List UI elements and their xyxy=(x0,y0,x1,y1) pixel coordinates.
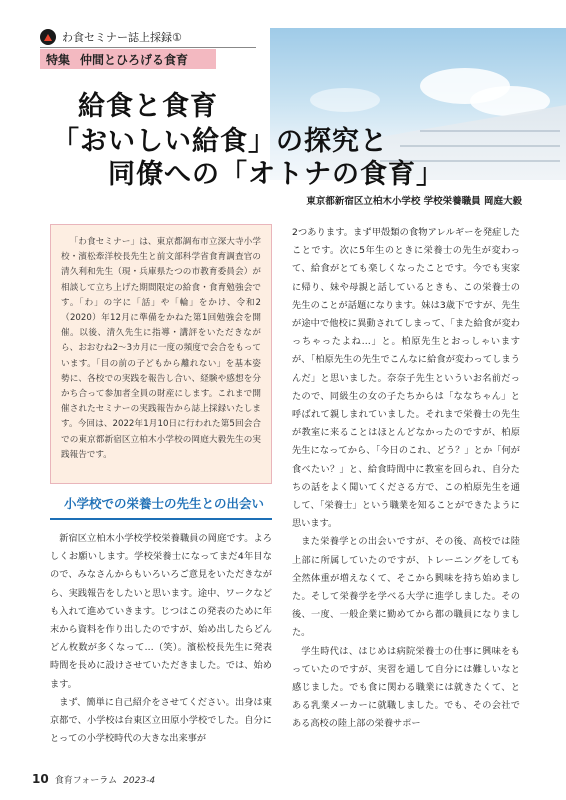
body-column-right xyxy=(292,224,520,734)
intro-text: 「わ食セミナー」は、東京都調布市立深大寺小学校・濱松牽洋校長先生と前文部科学省食育調査官の清久利和先生（現・兵庫県たつの市教育委員会）が相談して立ち上げた期間限定の給食・食育勉強会です。「わ」の字に「話」や「輪」をかけ、令和2（2020）年12月に準備をかねた第1回勉強会を開催。以後、清久先生に指導・講評をいただきながら、おおむね2〜3カ月に一度の頻度で会合をもっています。「目の前の子どもから離れない」を基本姿勢に、各校での実践を報告し合い、経験や感想を分かち合って参加者全員の財産にします。これまで開催されたセミナーの実践報告から誌上採録いたします。今回は、2022年1月10日に行われた第5回会合での東京都新宿区立柏木小学校の岡庭大毅先生の実践報告です。 xyxy=(61,237,261,460)
intro-box xyxy=(50,224,272,484)
author-byline: 東京都新宿区立柏木小学校 学校栄養職員 岡庭大毅 xyxy=(306,196,522,207)
body-paragraph: まず、簡単に自己紹介をさせてください。出身は東京都で、小学校は台東区立田原小学校でした。自分にとっての小学校時代の大きな出来事が xyxy=(50,696,272,745)
magazine-name: 食育フォーラム xyxy=(54,776,118,786)
body-column-left xyxy=(50,530,272,748)
feature-title: 仲間とひろげる食育 xyxy=(80,52,189,67)
section-heading-underline xyxy=(50,518,272,520)
building-window-row xyxy=(400,145,560,147)
body-paragraph: また栄養学との出会いですが、その後、高校では陸上部に所属していたのですが、トレーニングをしても全然体重が増えなくて、そこから興味を持ち始めました。そして栄養学を学べる大学に進学しました。その後、一度、一般企業に勤めてから都の職員になりました。 xyxy=(292,536,520,639)
section-heading xyxy=(50,494,272,520)
cloud-shape xyxy=(310,88,380,112)
body-paragraph: 2つあります。まず甲殻類の食物アレルギーを発症したことです。次に5年生のときに栄養士の先生が変わって、給食がとても楽しくなったことです。今でも実家に帰り、妹や母親と話しているときも、この栄養士の先生のことが話題になります。妹は3歳下ですが、先生が途中で他校に異動されてしまって、「また給食が変わっちゃったよね…」と。柏原先生とおっしゃいますが、「柏原先生の先生でこんなに給食が変わってしまうんだ」と思いました。奈奈子先生といういお名前だったので、同級生の女の子たちからは「ななちゃん」と呼ばれて親しまれていました。それまで栄養士の先生が教室に来ることはほとんどなかったのですが、柏原先生になってから、「今日のこれ、どう？」とか「何が食べたい？」と、給食時間中に教室を回られ、自分たちの話をよく聞いてくださる方で、この柏原先生を通して、「栄養士」という職業を知ることができたように思います。 xyxy=(292,227,520,530)
feature-label: 特集 xyxy=(46,52,71,67)
building-window-row xyxy=(420,130,560,132)
page-number: 10 xyxy=(32,772,49,786)
series-logo-icon xyxy=(40,29,56,45)
article-title-line3: 同僚への「オトナの食育」 xyxy=(108,159,444,190)
page-footer xyxy=(32,772,155,786)
body-paragraph: 新宿区立柏木小学校学校栄養職員の岡庭です。よろしくお願いします。学校栄養士になってまだ4年目なので、みなさんからもいろいろご意見をいただきながら、実践報告をしたいと思います。途中、ワークなども入れて進めていきます。じつはこの発表のために年末から資料を作り出したのですが、始め出したらどんどん枚数が多くなって…（笑）。濱松校長先生に発表時間を長めに設けさせていただきました。では、始めます。 xyxy=(50,533,272,690)
series-divider xyxy=(40,47,256,48)
feature-bar xyxy=(40,49,216,69)
series-title: わ食セミナー誌上採録① xyxy=(62,31,182,44)
series-header xyxy=(40,28,182,46)
issue-date: 2023-4 xyxy=(123,776,156,786)
body-paragraph: 学生時代は、はじめは病院栄養士の仕事に興味をもっていたのですが、実習を通して自分には難しいなと感じました。でも食に関わる職業には就きたくて、とある乳業メーカーに就職しました。でも、その会社である高校の陸上部の栄養サポー xyxy=(292,645,520,730)
article-title-line1: 給食と食育 xyxy=(78,91,218,122)
article-title-line2: 「おいしい給食」の探究と xyxy=(52,126,388,157)
section-heading-text: 小学校での栄養士の先生との出会い xyxy=(64,496,265,511)
